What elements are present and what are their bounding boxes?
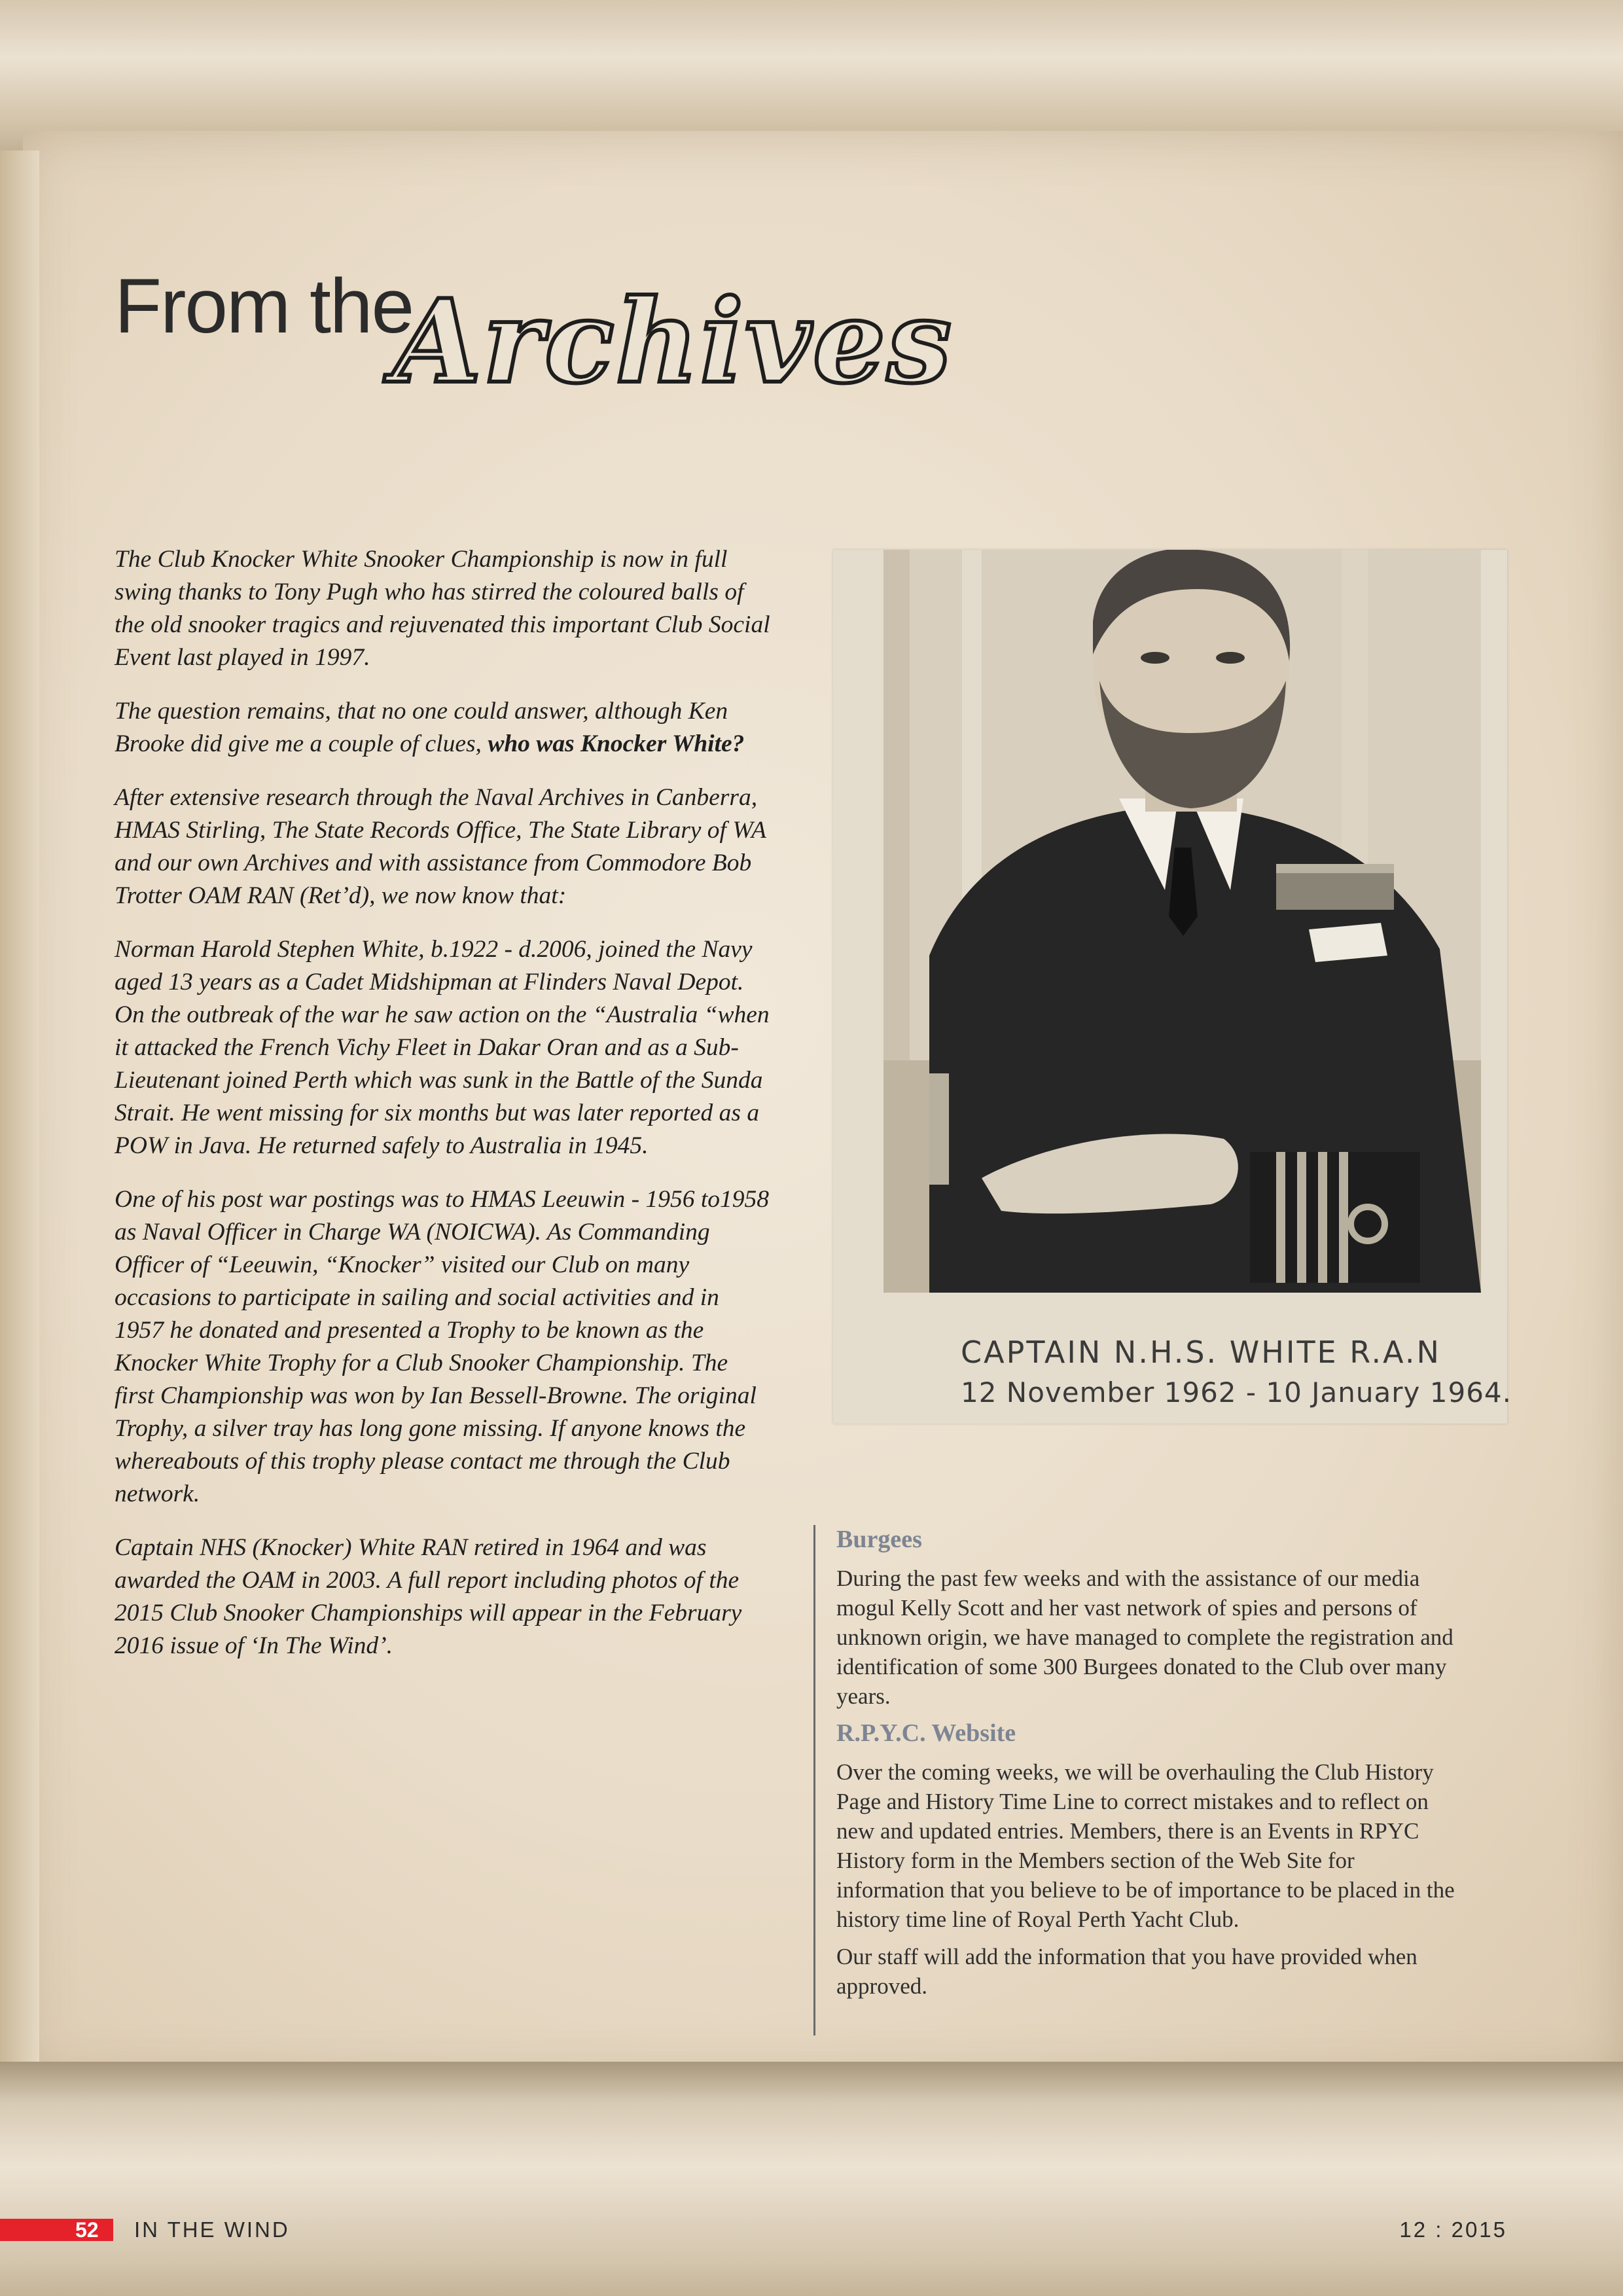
article-paragraph: The Club Knocker White Snooker Championship is now in full swing thanks to Tony Pugh who has stirred the coloured balls of the old snooker tragics and rejuvenated this important Club Social Event last played in 1997. [115, 546, 770, 671]
burgees-text: During the past few weeks and with the assistance of our media mogul Kelly Scott and her vast network of spies and persons of unknown origin, we have managed to complete the registration and identification of some 300 Burgees donated to the Club over many years. [836, 1566, 1454, 1709]
website-text: Over the coming weeks, we will be overhauling the Club History Page and History Time Line to correct mistakes and to reflect on new and updated entries. Members, there is an Events in RPYC History form in the Members section of the Web Site for information that you believe to be of importance to be placed in the history time line of Royal Perth Yacht Club. [836, 1759, 1455, 1932]
portrait-photo-frame [833, 550, 1512, 1424]
title-archives: Archives [393, 275, 953, 409]
article-paragraph: Norman Harold Stephen White, b.1922 - d.2006, joined the Navy aged 13 years as a Cadet Midshipman at Flinders Naval Depot. On the outbreak of the war he saw action on the “Australia “when it attacked the French Vichy Fleet in Dakar Oran and as a Sub-Lieutenant joined Perth which was sunk in the Battle of the Sunda Strait. He went missing for six months but was later reported as a POW in Java. He returned safely to Australia in 1945. [115, 936, 770, 1159]
title-prefix: From the [115, 263, 414, 350]
sidebar-notes [813, 1525, 1465, 2036]
scroll-bottom-roll [0, 2062, 1623, 2296]
portrait-illustration [883, 550, 1481, 1293]
photo-caption [961, 1332, 1512, 1413]
parchment-left-edge [0, 151, 39, 2081]
article-paragraph-question [115, 695, 772, 761]
article-paragraph: After extensive research through the Naval Archives in Canberra, HMAS Stirling, The State Records Office, The State Library of WA and our own Archives and with assistance from Commodore Bob Trotter OAM RAN (Ret’d), we now know that: [115, 784, 766, 909]
website-heading: R.P.Y.C. Website [836, 1719, 1016, 1747]
article-body [115, 543, 772, 1683]
question-text: The question remains, that no one could answer, although Ken Brooke did give me a couple of clues, [115, 698, 728, 757]
burgees-heading: Burgees [836, 1526, 922, 1553]
website-text-approval: Our staff will add the information that you have provided when approved. [836, 1944, 1418, 1999]
article-paragraph: One of his post war postings was to HMAS Leeuwin - 1956 to1958 as Naval Officer in Charge WA (NOICWA). As Commanding Officer of “Leeuwin, “Knocker” visited our Club on many occasions to participate in sailing and social activities and in 1957 he donated and presented a Trophy to be known as the Knocker White Trophy for a Club Snooker Championship. The first Championship was won by Ian Bessell-Browne. The original Trophy, a silver tray has long gone missing. If anyone knows the whereabouts of this trophy please contact me through the Club network. [115, 1186, 770, 1507]
caption-line-2: 12 November 1962 - 10 January 1964. [961, 1376, 1512, 1408]
issue-date: 12 : 2015 [1399, 2217, 1507, 2242]
article-paragraph: Captain NHS (Knocker) White RAN retired in 1964 and was awarded the OAM in 2003. A full report including photos of the 2015 Club Snooker Championships will appear in the February 2016 issue of ‘In The Wind’. [115, 1534, 742, 1659]
caption-line-1: CAPTAIN N.H.S. WHITE R.A.N [961, 1335, 1441, 1370]
magazine-name: IN THE WIND [134, 2217, 290, 2242]
page-number: 52 [75, 2218, 99, 2242]
question-bold: who was Knocker White? [488, 730, 745, 757]
captain-portrait-photo [883, 550, 1481, 1293]
